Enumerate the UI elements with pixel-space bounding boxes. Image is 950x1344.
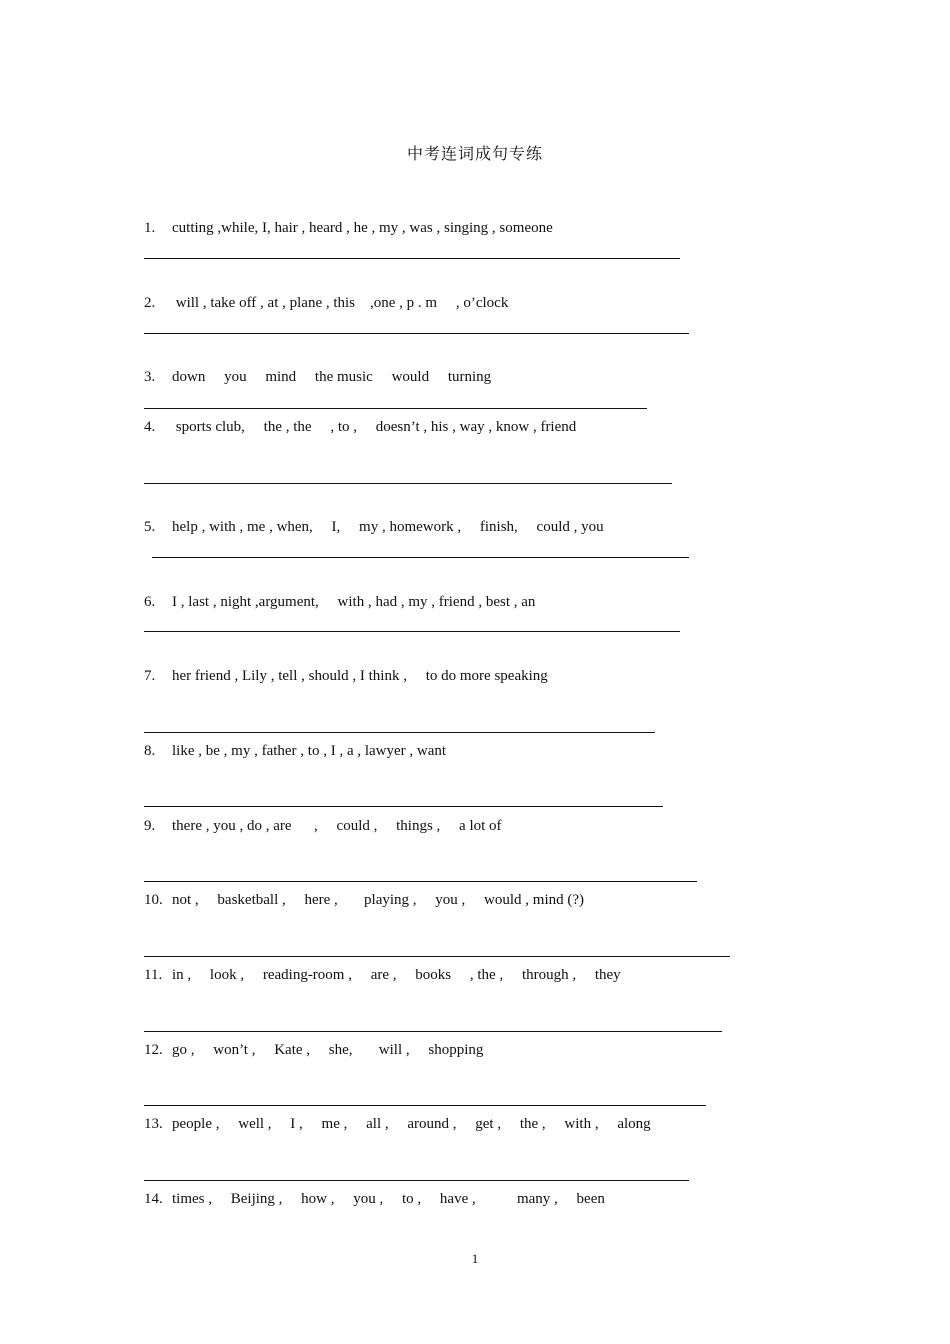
answer-line-9[interactable] — [144, 881, 697, 882]
answer-line-4[interactable] — [144, 483, 672, 484]
answer-line-3[interactable] — [144, 408, 647, 409]
answer-line-2[interactable] — [144, 333, 689, 334]
question-4 — [144, 417, 576, 437]
question-number: 12. — [144, 1042, 163, 1058]
question-6 — [144, 592, 535, 612]
question-12 — [144, 1040, 483, 1060]
question-words: not , basketball , here , playing , you , would , mind (?) — [172, 892, 585, 908]
question-words: her friend , Lily , tell , should , I think , to do more speaking — [172, 668, 548, 684]
question-words: sports club, the , the , to , doesn’t , his , way , know , friend — [172, 419, 577, 435]
question-14 — [144, 1189, 605, 1209]
question-number: 11. — [144, 967, 163, 983]
answer-line-13[interactable] — [144, 1180, 689, 1181]
question-1 — [144, 218, 553, 238]
answer-line-11[interactable] — [144, 1031, 722, 1032]
question-number: 4. — [144, 419, 156, 435]
question-words: people , well , I , me , all , around , get , the , with , along — [172, 1116, 651, 1132]
question-number: 8. — [144, 743, 156, 759]
question-words: cutting ,while, I, hair , heard , he , my , was , singing , someone — [172, 220, 553, 236]
question-words: in , look , reading-room , are , books , the , through , they — [172, 967, 621, 983]
question-5 — [144, 517, 604, 537]
question-11 — [144, 965, 621, 985]
question-words: will , take off , at , plane , this ,one , p . m , o’clock — [172, 295, 509, 311]
question-number: 7. — [144, 668, 156, 684]
question-13 — [144, 1114, 651, 1134]
answer-line-8[interactable] — [144, 806, 663, 807]
question-number: 14. — [144, 1191, 163, 1207]
question-words: I , last , night ,argument, with , had , my , friend , best , an — [172, 594, 536, 610]
question-2 — [144, 293, 508, 313]
question-number: 9. — [144, 818, 156, 834]
question-words: like , be , my , father , to , I , a , lawyer , want — [172, 743, 447, 759]
question-10 — [144, 890, 584, 910]
question-words: down you mind the music would turning — [172, 369, 492, 385]
question-number: 10. — [144, 892, 163, 908]
question-number: 1. — [144, 220, 156, 236]
question-words: times , Beijing , how , you , to , have , many , been — [172, 1191, 605, 1207]
question-words: go , won’t , Kate , she, will , shopping — [172, 1042, 484, 1058]
answer-line-1[interactable] — [144, 258, 680, 259]
document-title: 中考连词成句专练 — [406, 146, 543, 163]
question-words: help , with , me , when, I, my , homework , finish, could , you — [172, 519, 604, 535]
answer-line-5[interactable] — [152, 557, 689, 558]
answer-line-7[interactable] — [144, 732, 655, 733]
question-number: 3. — [144, 369, 156, 385]
answer-line-10[interactable] — [144, 956, 730, 957]
answer-line-12[interactable] — [144, 1105, 706, 1106]
question-3 — [144, 367, 491, 387]
question-number: 2. — [144, 295, 156, 311]
question-9 — [144, 816, 502, 836]
question-words: there , you , do , are , could , things , a lot of — [172, 818, 502, 834]
question-8 — [144, 741, 446, 761]
answer-line-6[interactable] — [144, 631, 680, 632]
question-number: 13. — [144, 1116, 163, 1132]
page-number: 1 — [471, 1251, 479, 1266]
question-7 — [144, 666, 548, 686]
question-number: 6. — [144, 594, 156, 610]
question-number: 5. — [144, 519, 156, 535]
